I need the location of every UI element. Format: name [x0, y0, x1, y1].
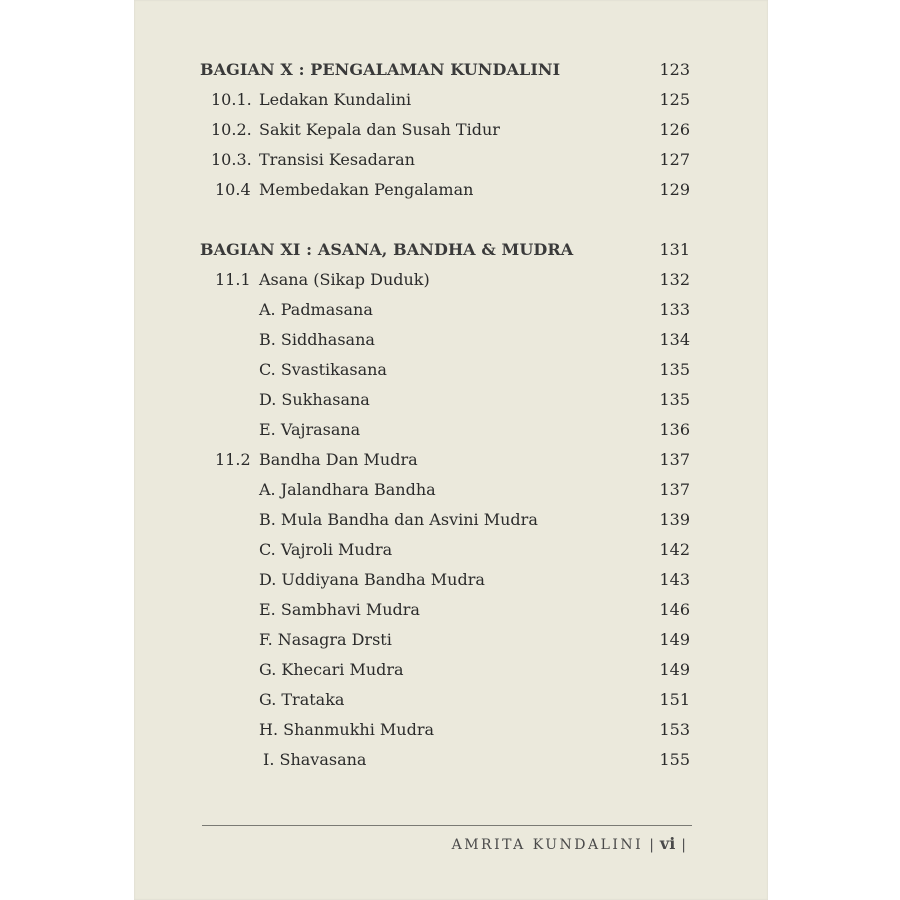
toc-subentry	[134, 595, 768, 625]
toc-entry-page: 136	[659, 420, 690, 439]
toc-entry-title: A. Jalandhara Bandha	[259, 480, 436, 499]
toc-entry-page: 126	[659, 120, 690, 139]
toc-entry-title: F. Nasagra Drsti	[259, 630, 392, 649]
section-heading-title: BAGIAN XI : ASANA, BANDHA & MUDRA	[200, 240, 574, 259]
toc-entry-page: 151	[659, 690, 690, 709]
footer-separator: |	[649, 837, 654, 853]
section-heading-page: 123	[659, 60, 690, 79]
toc-entry-title: A. Padmasana	[259, 300, 373, 319]
section-heading-page: 131	[659, 240, 690, 259]
toc-entry-page: 149	[659, 630, 690, 649]
footer-separator: |	[681, 837, 686, 853]
toc-entry	[134, 145, 768, 175]
toc-subentry	[134, 745, 768, 775]
toc-entry-title: E. Vajrasana	[259, 420, 361, 439]
toc-entry	[134, 265, 768, 295]
toc-entry-title: B. Siddhasana	[259, 330, 375, 349]
toc-entry-page: 137	[659, 480, 690, 499]
toc-entry-page: 143	[659, 570, 690, 589]
toc-subentry	[134, 535, 768, 565]
toc-entry-title: E. Sambhavi Mudra	[259, 600, 420, 619]
toc-entry-title: Asana (Sikap Duduk)	[259, 270, 430, 289]
toc-subentry	[134, 655, 768, 685]
toc-entry-page: 146	[659, 600, 690, 619]
toc-entry-number: 11.2	[215, 450, 251, 469]
toc-subentry	[134, 325, 768, 355]
toc-subentry	[134, 715, 768, 745]
toc-entry-title: G. Trataka	[259, 690, 345, 709]
toc-entry-page: 142	[659, 540, 690, 559]
toc-entry-number: 10.3.	[211, 150, 252, 169]
toc-entry-page: 134	[659, 330, 690, 349]
toc-entry-page: 155	[659, 750, 690, 769]
toc-entry-number: 10.2.	[211, 120, 252, 139]
toc-subentry	[134, 475, 768, 505]
toc-entry	[134, 85, 768, 115]
toc-entry-title: Membedakan Pengalaman	[259, 180, 474, 199]
footer-rule	[202, 825, 692, 826]
section-heading-title: BAGIAN X : PENGALAMAN KUNDALINI	[200, 60, 561, 79]
toc-entry-title: Transisi Kesadaran	[259, 150, 415, 169]
toc-subentry	[134, 565, 768, 595]
toc-entry-page: 139	[659, 510, 690, 529]
book-page	[134, 0, 768, 900]
toc-entry	[134, 115, 768, 145]
footer-book-title: AMRITA KUNDALINI	[451, 837, 644, 853]
toc-entry-number: 10.1.	[211, 90, 252, 109]
toc-entry-title: B. Mula Bandha dan Asvini Mudra	[259, 510, 538, 529]
toc-entry-page: 135	[659, 390, 690, 409]
toc-entry-title: D. Uddiyana Bandha Mudra	[259, 570, 485, 589]
toc-entry-title: C. Vajroli Mudra	[259, 540, 393, 559]
toc-subentry	[134, 625, 768, 655]
toc-entry-title: H. Shanmukhi Mudra	[259, 720, 435, 739]
toc-entry-page: 137	[659, 450, 690, 469]
toc-subentry	[134, 685, 768, 715]
toc-entry-page: 135	[659, 360, 690, 379]
toc-entry-page: 129	[659, 180, 690, 199]
toc-entry-page: 125	[659, 90, 690, 109]
toc-entry-title: Sakit Kepala dan Susah Tidur	[259, 120, 500, 139]
toc-subentry	[134, 505, 768, 535]
toc-subentry	[134, 355, 768, 385]
toc-entry-number: 10.4	[215, 180, 251, 199]
toc-section-heading	[134, 55, 768, 85]
toc-entry-title: I. Shavasana	[263, 750, 367, 769]
toc-entry-page: 149	[659, 660, 690, 679]
toc-entry-title: Ledakan Kundalini	[259, 90, 412, 109]
toc-entry-title: G. Khecari Mudra	[259, 660, 404, 679]
toc-entry-page: 153	[659, 720, 690, 739]
toc-entry-page: 132	[659, 270, 690, 289]
toc-section-heading	[134, 235, 768, 265]
toc-subentry	[134, 385, 768, 415]
toc-entry	[134, 175, 768, 205]
toc-entry-title: Bandha Dan Mudra	[259, 450, 418, 469]
toc-entry-title: D. Sukhasana	[259, 390, 370, 409]
toc-entry-page: 133	[659, 300, 690, 319]
page-footer	[452, 833, 692, 856]
toc-entry-number: 11.1	[215, 270, 251, 289]
footer-page-number: vi	[659, 834, 676, 853]
toc-entry-page: 127	[659, 150, 690, 169]
toc-entry	[134, 445, 768, 475]
toc-subentry	[134, 295, 768, 325]
toc-entry-title: C. Svastikasana	[259, 360, 387, 379]
toc-subentry	[134, 415, 768, 445]
